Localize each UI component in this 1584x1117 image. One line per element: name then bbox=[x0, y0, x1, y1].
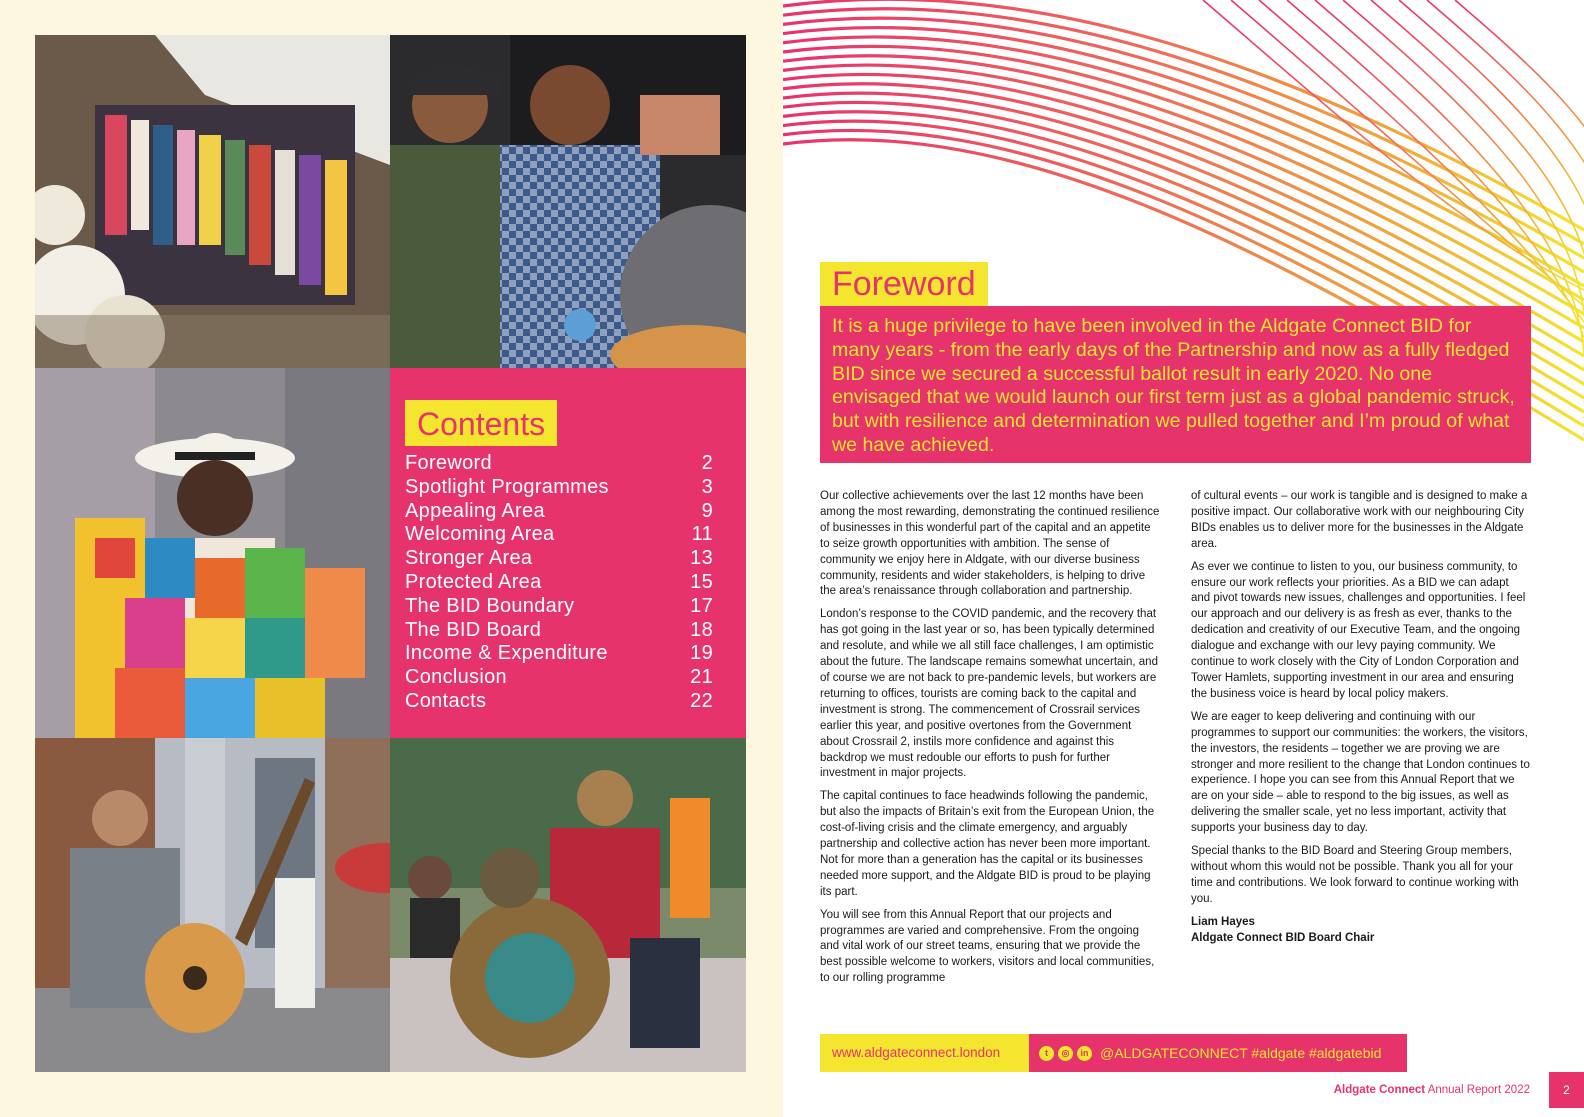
guitarist-street-photo bbox=[35, 738, 390, 1072]
contents-title: Contents bbox=[405, 400, 557, 446]
toc-item-label: Welcoming Area bbox=[405, 523, 555, 546]
toc-item-label: Protected Area bbox=[405, 570, 542, 593]
toc-item-page: 18 bbox=[690, 618, 713, 641]
foreword-body bbox=[820, 489, 1531, 1024]
toc-item-label: Contacts bbox=[405, 689, 487, 712]
toc-item-label: Conclusion bbox=[405, 666, 507, 689]
toc-item-page: 15 bbox=[690, 570, 713, 593]
page-number: 2 bbox=[1549, 1072, 1584, 1108]
body-paragraph: of cultural events – our work is tangible and is designed to make a positive impact. Our collaborative work with our neighbouring City BIDs enables us to deliver more for the businesses in the Aldgate area. bbox=[1191, 490, 1528, 550]
toc-item[interactable] bbox=[405, 547, 713, 571]
body-paragraph: Our collective achievements over the last 12 months have been among the most rewarding, demonstrating the continued resilience of businesses in this wonderful part of the capital and an appetite to seize growth opportunities with ambition. The sense of community we enjoy here in Aldgate, with our diverse business community, residents and wider stakeholders, is helping to drive the area’s renaissance through collaboration and partnership. bbox=[820, 490, 1160, 598]
toc-item[interactable] bbox=[405, 619, 713, 643]
toc-item[interactable] bbox=[405, 690, 713, 714]
toc-item-page: 17 bbox=[690, 594, 713, 617]
report-name: Annual Report 2022 bbox=[1427, 1084, 1530, 1096]
twitter-icon[interactable]: t bbox=[1039, 1046, 1054, 1061]
toc-item[interactable] bbox=[405, 452, 713, 476]
street-food-vendors-photo bbox=[390, 35, 746, 368]
market-clothing-stall-photo bbox=[35, 35, 390, 368]
toc-item-label: The BID Boundary bbox=[405, 594, 575, 617]
foreword-title: Foreword bbox=[820, 262, 988, 306]
right-page bbox=[783, 0, 1584, 1117]
toc-item-page: 19 bbox=[690, 642, 713, 665]
linkedin-icon[interactable]: in bbox=[1077, 1046, 1092, 1061]
signoff-role: Aldgate Connect BID Board Chair bbox=[1191, 931, 1375, 944]
toc-item-page: 13 bbox=[690, 547, 713, 570]
toc-item-page: 22 bbox=[690, 689, 713, 712]
toc-item-page: 9 bbox=[701, 499, 713, 522]
toc-item-label: Income & Expenditure bbox=[405, 642, 608, 665]
toc-item-label: Spotlight Programmes bbox=[405, 475, 609, 498]
website-link[interactable]: www.aldgateconnect.london bbox=[820, 1034, 1029, 1072]
brand-name: Aldgate Connect bbox=[1333, 1084, 1426, 1096]
wave-line bbox=[783, 28, 1584, 272]
foreword-column-left bbox=[820, 489, 1160, 1024]
social-bar bbox=[1029, 1034, 1407, 1072]
body-paragraph: London’s response to the COVID pandemic, and the recovery that has got going in the last year or so, has been typically determined and resolute, and while we all still face challenges, I am optimistic about the future. The landscape remains somewhat uncertain, and of course we are not back to pre-pandemic levels, but workers are returning to offices, tourists are coming back to the capital and investment is strong. The commencement of Crossrail services earlier this year, and positive overtones from the Government about Crossrail 2, instils more confidence and against this backdrop we must redouble our efforts to push for further investment in major projects. bbox=[820, 608, 1158, 780]
toc-item[interactable] bbox=[405, 595, 713, 619]
toc-item-label: The BID Board bbox=[405, 618, 542, 641]
steampunk-performer-photo bbox=[390, 738, 746, 1072]
signoff-name: Liam Hayes bbox=[1191, 915, 1255, 928]
body-paragraph: We are eager to keep delivering and continuing with our programmes to support our communities: the workers, the visitors, the investors, the residents – together we are proving we are stronger and more resilient to the change that London continues to experience. I hope you can see from this Annual Report that we are on your side – able to respond to the big issues, as well as delivering the smaller scale, yet no less important, activity that supports your business day to day. bbox=[1191, 710, 1530, 835]
toc-item[interactable] bbox=[405, 642, 713, 666]
left-page bbox=[0, 0, 783, 1117]
body-paragraph: You will see from this Annual Report that our projects and programmes are varied and comprehensive. From the ongoing and vital work of our street teams, ensuring that we provide the best possible welcome to workers, visitors and local communities, to our rolling programme bbox=[820, 908, 1155, 985]
toc-item-page: 2 bbox=[701, 452, 713, 474]
running-footer bbox=[1334, 1082, 1530, 1098]
table-of-contents bbox=[405, 452, 713, 714]
body-paragraph: The capital continues to face headwinds following the pandemic, but also the impacts of Britain’s exit from the European Union, the cost-of-living crisis and the climate emergency, and arguably partnership and collective action has never been more important. Not for more than a generation has the capital or its businesses needed more support, and the Aldgate BID is proud to be playing its part. bbox=[820, 790, 1155, 898]
foreword-column-right bbox=[1191, 489, 1531, 1024]
foreword-intro-text: It is a huge privilege to have been involved in the Aldgate Connect BID for many years - from the early days of the Partnership and now as a fully fledged BID since we secured a successful ballot result in early 2020. No one envisaged that we would launch our first term just as a global pandemic struck, but with resilience and determination we pulled together and I’m proud of what we have achieved. bbox=[832, 315, 1515, 456]
toc-item-page: 11 bbox=[691, 523, 713, 546]
body-paragraph: As ever we continue to listen to you, our business community, to ensure our work reflects your priorities. As a BID we can adapt and pivot towards new issues, challenges and opportunities. I feel our approach and our delivery is as fresh as ever, thanks to the dedication and creativity of our Executive Team, and the ongoing dialogue and exchange with our levy paying community. We continue to work closely with the City of London Corporation and Tower Hamlets, supporting investment in our area and ensuring the business voice is heard by local policy makers. bbox=[1191, 560, 1526, 700]
toc-item[interactable] bbox=[405, 571, 713, 595]
toc-item[interactable] bbox=[405, 476, 713, 500]
contents-panel bbox=[390, 368, 746, 738]
toc-item-label: Appealing Area bbox=[405, 499, 545, 522]
toc-item-page: 3 bbox=[701, 475, 713, 498]
body-paragraph: Special thanks to the BID Board and Steering Group members, without whom this would not be possible. Thank you all for your time and contributions. We look forward to continue working with you. bbox=[1191, 845, 1519, 905]
toc-item-label: Foreword bbox=[405, 452, 492, 474]
woman-patchwork-jacket-photo bbox=[35, 368, 390, 738]
toc-item[interactable] bbox=[405, 500, 713, 524]
social-handle: @ALDGATECONNECT #aldgate #aldgatebid bbox=[1100, 1045, 1382, 1061]
instagram-icon[interactable]: ◎ bbox=[1058, 1046, 1073, 1061]
toc-item[interactable] bbox=[405, 666, 713, 690]
toc-item[interactable] bbox=[405, 523, 713, 547]
foreword-intro-box bbox=[820, 306, 1531, 463]
toc-item-page: 21 bbox=[690, 666, 713, 689]
toc-item-label: Stronger Area bbox=[405, 547, 533, 570]
